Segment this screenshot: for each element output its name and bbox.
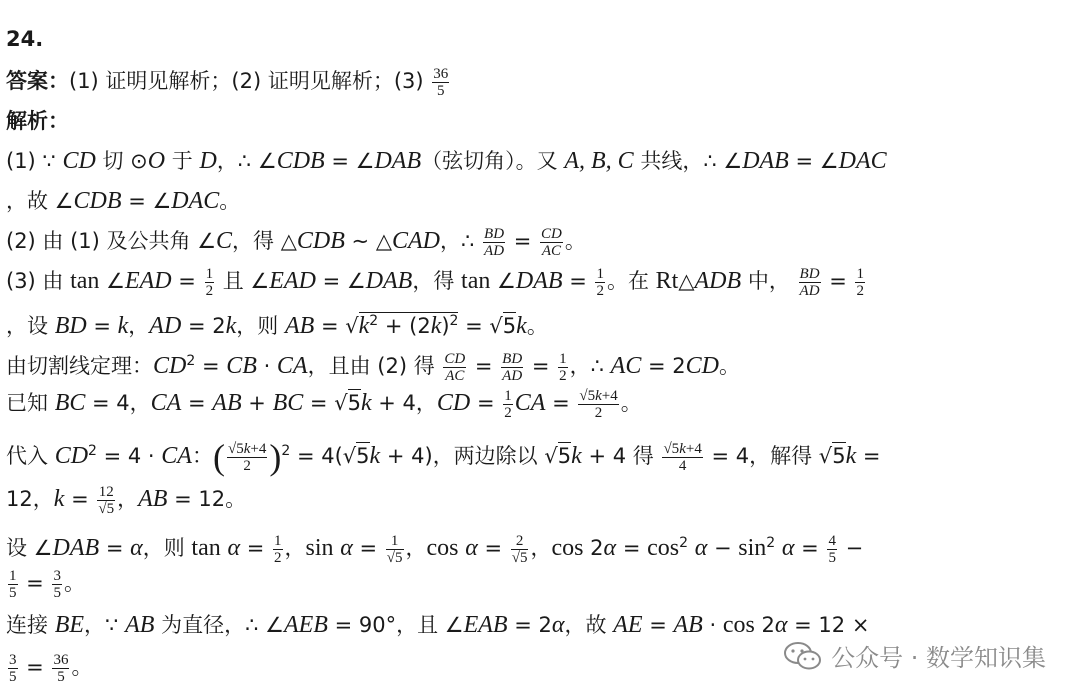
answer-text: (1) 证明见解析；(2) 证明见解析；(3) (69, 69, 424, 93)
answer-fraction-den: 5 (437, 82, 445, 99)
step-8-line-a: 连接 BE，∵ AB 为直径，∴ ∠AEB = 90°，且 ∠EAB = 2α，故 AE = AB · cos 2α = 12 × (6, 612, 870, 638)
step-3-line-a: (3) 由 tan ∠EAD = $\frac{1}{2}$ 且 ∠EAD = ∠DAB，得 tan ∠DAB = $\frac{1}{2}$ 。在 Rt△ADB 中， $\frac{BD}{AD}$ = $\frac{1}{2}$ (6, 265, 864, 299)
step-4-line: 由切割线定理：$CD^2$ = CB · CA，且由 (2) 得 $\frac{CD}{AC}$ = $\frac{BD}{AD}$ = $\frac{1}{2}$ ，∴ AC = 2CD。 (6, 350, 740, 384)
step-7-line-b: $\frac{1}{5}$ = $\frac{3}{5}$ 。 (9, 567, 85, 601)
problem-number: 24. (6, 27, 44, 51)
step-3-line-b: ，设 BD = k，AD = 2k，则 AB = $√k^2 + (2k)^2 = √5k$。 (6, 313, 548, 339)
step-8-line-b: $\frac{3}{5}$ = $\frac{36}{5}$ 。 (9, 651, 93, 685)
watermark (783, 638, 1046, 673)
step-5-line: 已知 BC = 4，CA = AB + BC = √5k + 4，CD = $\frac{1}{2}$ CA = $\frac{√5k+4}{2}$ 。 (6, 387, 642, 421)
analysis-label: 解析： (6, 109, 69, 133)
answer-fraction-num: 36 (433, 65, 449, 82)
step-7-line-a: 设 ∠DAB = α，则 tan α = $\frac{1}{2}$ ，sin α = $\frac{1}{√5}$ ，cos α = $\frac{2}{√5}$ ，$\cos 2\alpha = \cos^2 \alpha - \sin^2 \alpha$ = $\frac{4}{5}$ − (6, 532, 864, 566)
wechat-icon (783, 641, 823, 671)
step-6-line-b: 12，k = $\frac{12}{√5}$ ，AB = 12。 (6, 483, 247, 517)
answer-line (6, 66, 451, 98)
answer-fraction (432, 67, 449, 98)
watermark-text: 公众号 · 数学知识集 (831, 644, 1046, 672)
step-2-line: (2) 由 (1) 及公共角 ∠C，得 △CDB ∼ △CAD，∴ $\frac{BD}{AD}$ = $\frac{CD}{AC}$ 。 (6, 225, 586, 259)
answer-label: 答案： (6, 69, 69, 93)
step-6-line-a: 代入 $CD^2 = 4$ · CA：( $\frac{√5k+4}{2}$ )$^2$ = 4(√5k + 4)，两边除以 √5k + 4 得 $\frac{√5k+4}{4}$ = 4，解得 √5k = (6, 437, 881, 477)
step-1-line-a: (1) ∵ CD 切 ⊙O 于 D，∴ ∠CDB = ∠DAB（弦切角）。又 A, B, C 共线，∴ ∠DAB = ∠DAC (6, 148, 887, 174)
step-1-line-b: ，故 ∠CDB = ∠DAC。 (6, 188, 241, 214)
